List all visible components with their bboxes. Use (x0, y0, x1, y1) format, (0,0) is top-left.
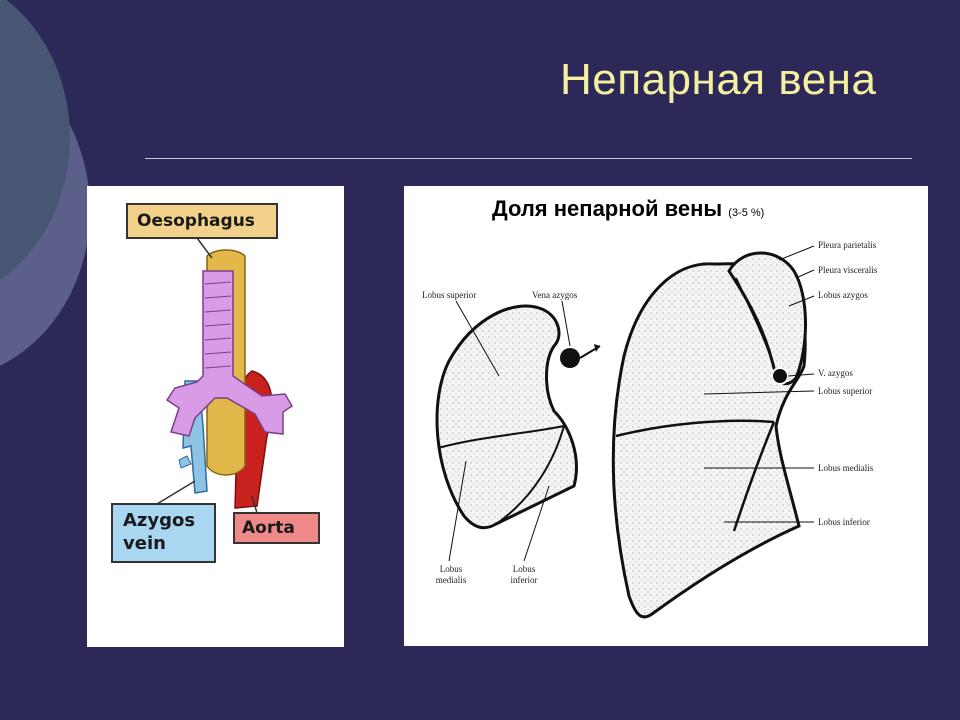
label-lobus-azygos: Lobus azygos (818, 290, 868, 300)
label-lobus-medialis-left-line1: Lobus (439, 564, 463, 574)
azygos-label-line1: Azygos (123, 510, 196, 531)
leader-vena-azygos (562, 301, 570, 346)
label-pleura-visceralis: Pleura visceralis (818, 265, 878, 275)
azygos-lobe-drawing (404, 186, 928, 646)
vena-azygos-dot (560, 348, 580, 368)
azygos-lobe-diagram (404, 186, 928, 646)
title-divider (145, 158, 912, 159)
aorta-label: Aorta (242, 518, 295, 538)
slide-title: Непарная вена (560, 55, 877, 104)
label-lobus-inferior-left-line1: Lobus (512, 564, 536, 574)
label-pleura-parietalis: Pleura parietalis (818, 240, 877, 250)
azygos-illustration-drawing (87, 186, 344, 647)
label-lobus-medialis-left-line2: medialis (435, 575, 467, 585)
oesophagus-label: Oesophagus (137, 211, 255, 231)
label-lobus-inferior-right: Lobus inferior (818, 517, 870, 527)
label-v-azygos: V. azygos (818, 368, 853, 378)
azygos-branch-shape (179, 456, 191, 468)
leader-pleura-parietalis (779, 246, 814, 260)
diagram-heading-note: (3-5 %) (728, 207, 765, 219)
small-lung-outline (437, 306, 576, 528)
label-lobus-superior-left: Lobus superior (422, 290, 477, 300)
azygos-label-line2: vein (123, 533, 166, 554)
diagram-heading-text: Доля непарной вены (492, 196, 723, 221)
oesophagus-pointer (197, 238, 212, 258)
v-azygos-dot (772, 368, 788, 384)
label-vena-azygos: Vena azygos (532, 290, 578, 300)
label-lobus-medialis-left (434, 564, 468, 586)
label-lobus-superior-right: Lobus superior (818, 386, 873, 396)
diagram-heading (492, 196, 764, 222)
azygos-vein-illustration (87, 186, 344, 647)
label-lobus-inferior-left-line2: inferior (510, 575, 538, 585)
label-lobus-inferior-left (507, 564, 541, 586)
azygos-pointer (157, 481, 195, 504)
leader-pleura-visceralis (796, 270, 814, 278)
label-lobus-medialis-right: Lobus medialis (818, 463, 874, 473)
